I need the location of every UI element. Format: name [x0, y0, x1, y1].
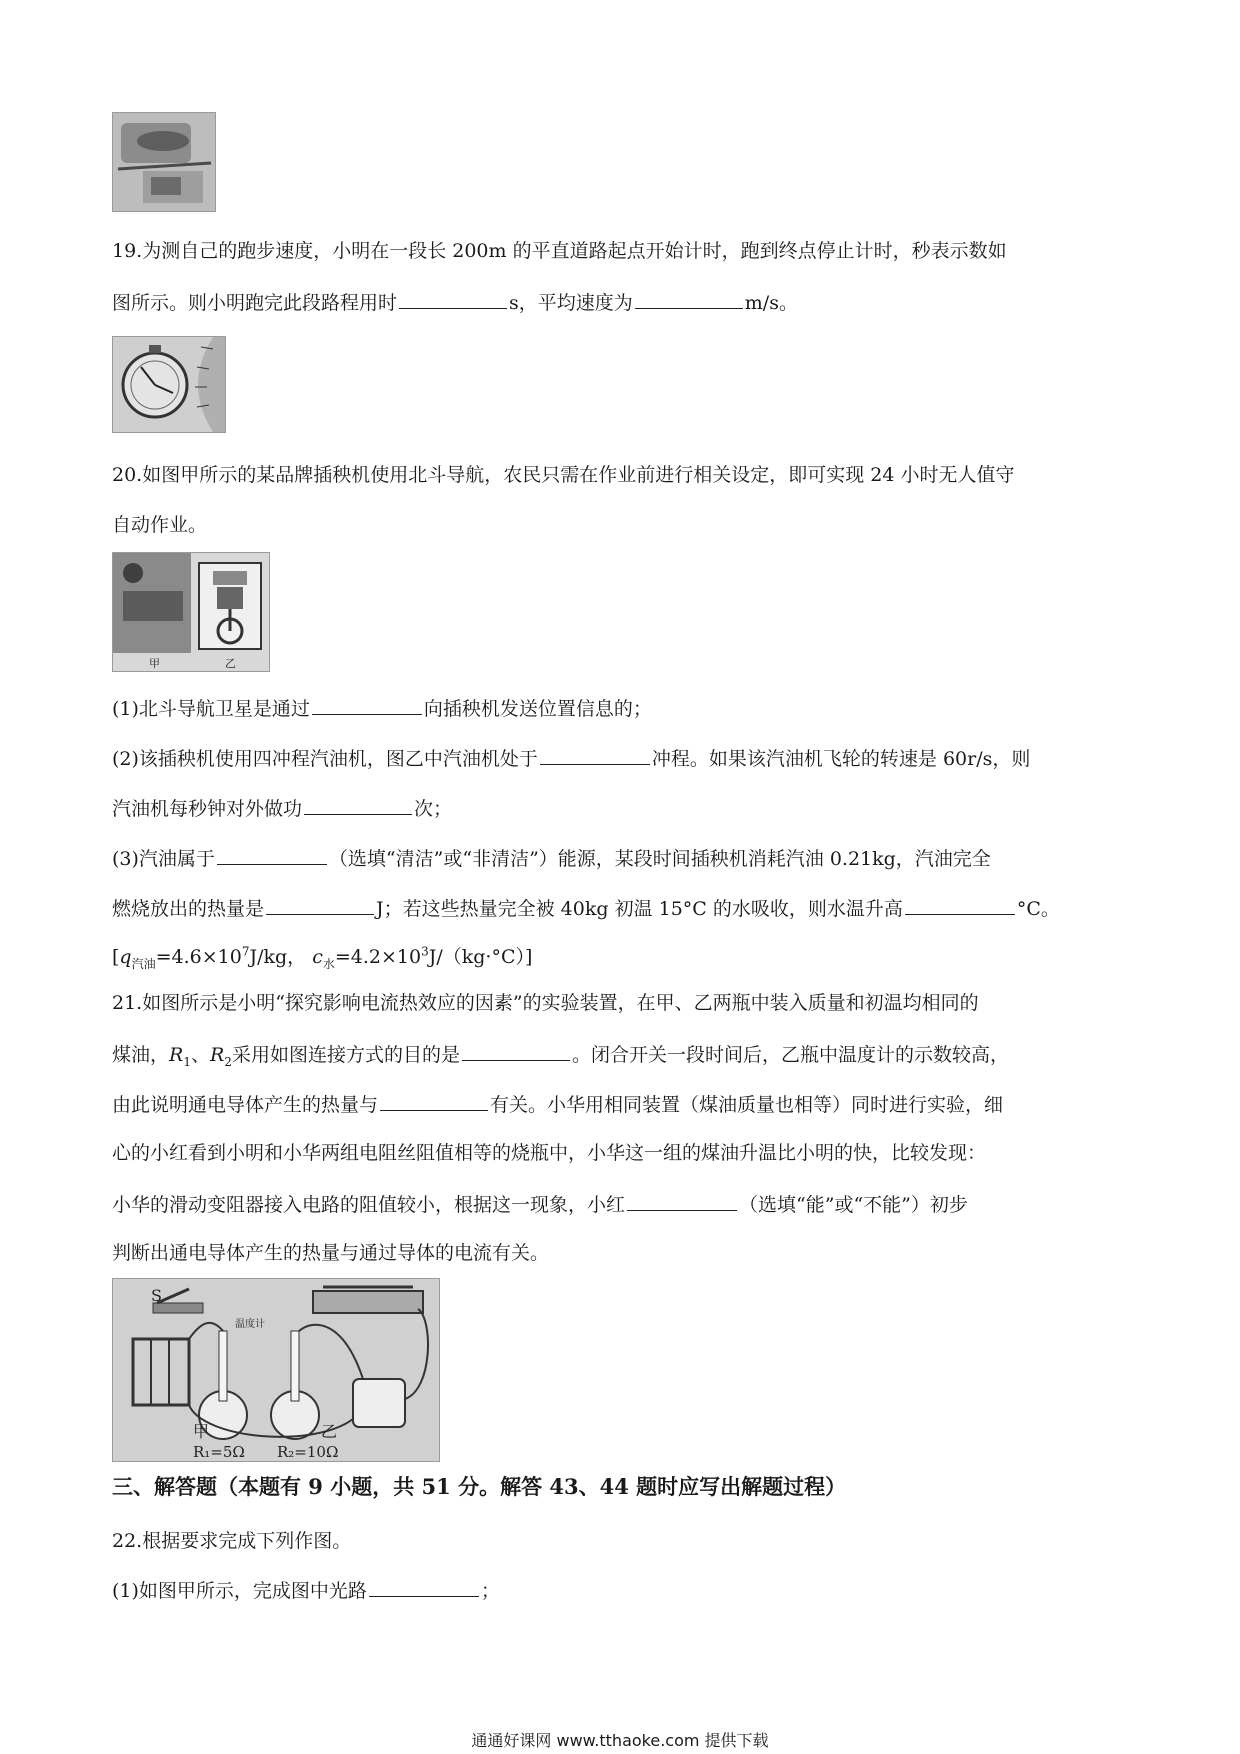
q21-line-2 [112, 1040, 1009, 1068]
q21-text-h: （选填“能”或“不能”）初步 [739, 1194, 968, 1216]
q20-p2-text-a: (2)该插秧机使用四冲程汽油机，图乙中汽油机处于 [112, 748, 538, 770]
q19-text-c: m/s。 [744, 292, 798, 314]
fig-label-jia: 甲 [149, 657, 160, 670]
q20-p1 [112, 694, 652, 722]
q20-blank-6[interactable] [905, 894, 1015, 915]
fig-label-thermometer: 温度计 [235, 1319, 265, 1330]
const-c-sub: 水 [322, 956, 335, 971]
q21-blank-3[interactable] [627, 1190, 737, 1211]
q19-text-a: 图所示。则小明跑完此段路程用时 [112, 292, 398, 314]
figure-stopwatch [112, 336, 226, 433]
figure-circuit-apparatus [112, 1278, 440, 1462]
fig-label-yi-bottle: 乙 [321, 1422, 338, 1441]
q20-p2-line-1 [112, 744, 1030, 772]
const-c: c [312, 946, 323, 968]
q21-blank-2[interactable] [380, 1090, 488, 1111]
q20-p1-text-b: 向插秧机发送位置信息的； [423, 698, 652, 720]
q19-line-1: 19.为测自己的跑步速度，小明在一段长 200m 的平直道路起点开始计时，跑到终点停止计时，秒表示数如 [112, 240, 1007, 262]
q20-p3-text-e: °C。 [1016, 898, 1060, 920]
q20-blank-3[interactable] [304, 794, 412, 815]
q21-text-c: 采用如图连接方式的目的是 [231, 1044, 460, 1066]
page-footer: 通通好课网 www.tthaoke.com 提供下载 [471, 1731, 769, 1750]
const-c-unit: J/（kg·°C）] [428, 946, 533, 968]
const-c-exp: 3 [421, 944, 429, 959]
const-c-val: =4.2×10 [334, 946, 422, 968]
q20-line-2: 自动作业。 [112, 514, 208, 536]
q20-blank-1[interactable] [312, 694, 422, 715]
q20-p3-text-d: J；若这些热量完全被 40kg 初温 15°C 的水吸收，则水温升高 [376, 898, 903, 920]
q21-text-b: 、 [190, 1044, 210, 1066]
q21-text-a: 煤油， [112, 1044, 170, 1066]
q20-p2-text-d: 次； [414, 798, 453, 820]
figure-rice-planter-engine [112, 552, 270, 672]
const-q-exp: 7 [241, 944, 250, 959]
q22-line-1: 22.根据要求完成下列作图。 [112, 1530, 352, 1552]
q20-p3-line-2 [112, 894, 1060, 922]
q20-blank-5[interactable] [266, 894, 374, 915]
q22-blank-1[interactable] [369, 1576, 479, 1597]
q19-text-b: s，平均速度为 [509, 292, 633, 314]
const-q-val: =4.6×10 [155, 946, 242, 968]
q21-text-d: 。闭合开关一段时间后，乙瓶中温度计的示数较高， [571, 1044, 1009, 1066]
q21-text-e: 由此说明通电导体产生的热量与 [112, 1094, 379, 1116]
q22-text-a: (1)如图甲所示，完成图中光路 [112, 1580, 367, 1602]
q21-r1-sub: 1 [183, 1054, 191, 1069]
q20-blank-4[interactable] [217, 844, 327, 865]
q20-p3-text-c: 燃烧放出的热量是 [112, 898, 265, 920]
q21-blank-1[interactable] [462, 1040, 570, 1061]
const-q-unit: J/kg， [249, 946, 307, 968]
const-open: [ [112, 946, 120, 968]
q20-line-1: 20.如图甲所示的某品牌插秧机使用北斗导航，农民只需在作业前进行相关设定，即可实现 24 小时无人值守 [112, 464, 1015, 486]
fig-label-r1: R₁=5Ω [193, 1443, 245, 1461]
fig-label-yi: 乙 [225, 657, 236, 670]
q21-text-f: 有关。小华用相同装置（煤油质量也相等）同时进行实验，细 [490, 1094, 1004, 1116]
q20-p2-line-2 [112, 794, 452, 822]
q20-blank-2[interactable] [540, 744, 650, 765]
q21-r1: R [169, 1044, 184, 1066]
const-q: q [119, 946, 132, 968]
q20-constants [112, 944, 532, 970]
q20-p2-text-c: 汽油机每秒钟对外做功 [112, 798, 303, 820]
q21-line-4: 心的小红看到小明和小华两组电阻丝阻值相等的烧瓶中，小华这一组的煤油升温比小明的快，比较发现： [112, 1142, 987, 1164]
q20-p1-text-a: (1)北斗导航卫星是通过 [112, 698, 310, 720]
q21-r2: R [209, 1044, 225, 1066]
q22-text-b: ； [480, 1580, 500, 1602]
q21-line-5 [112, 1190, 968, 1218]
q20-p3-text-b: （选填“清洁”或“非清洁”）能源，某段时间插秧机消耗汽油 0.21kg，汽油完全 [328, 848, 991, 870]
q21-line-3 [112, 1090, 1003, 1118]
q20-p3-line-1 [112, 844, 991, 872]
q19-blank-speed[interactable] [635, 288, 743, 309]
figure-q18-photo [112, 112, 216, 212]
q19-blank-time[interactable] [399, 288, 507, 309]
q21-r2-sub: 2 [224, 1054, 232, 1069]
fig-label-jia-bottle: 甲 [193, 1422, 210, 1441]
q19-line-2 [112, 288, 798, 316]
q21-line-6: 判断出通电导体产生的热量与通过导体的电流有关。 [112, 1242, 550, 1264]
q20-p2-text-b: 冲程。如果该汽油机飞轮的转速是 60r/s，则 [651, 748, 1031, 770]
section-3-heading: 三、解答题（本题有 9 小题，共 51 分。解答 43、44 题时应写出解题过程） [112, 1474, 847, 1499]
fig-label-s: S [151, 1286, 162, 1305]
q21-text-g: 小华的滑动变阻器接入电路的阻值较小，根据这一现象，小红 [112, 1194, 626, 1216]
fig-label-r2: R₂=10Ω [277, 1443, 339, 1461]
q21-line-1: 21.如图所示是小明“探究影响电流热效应的因素”的实验装置，在甲、乙两瓶中装入质量和初温均相同的 [112, 992, 979, 1014]
q20-p3-text-a: (3)汽油属于 [112, 848, 215, 870]
const-q-sub: 汽油 [131, 956, 156, 971]
q22-line-2 [112, 1576, 500, 1604]
